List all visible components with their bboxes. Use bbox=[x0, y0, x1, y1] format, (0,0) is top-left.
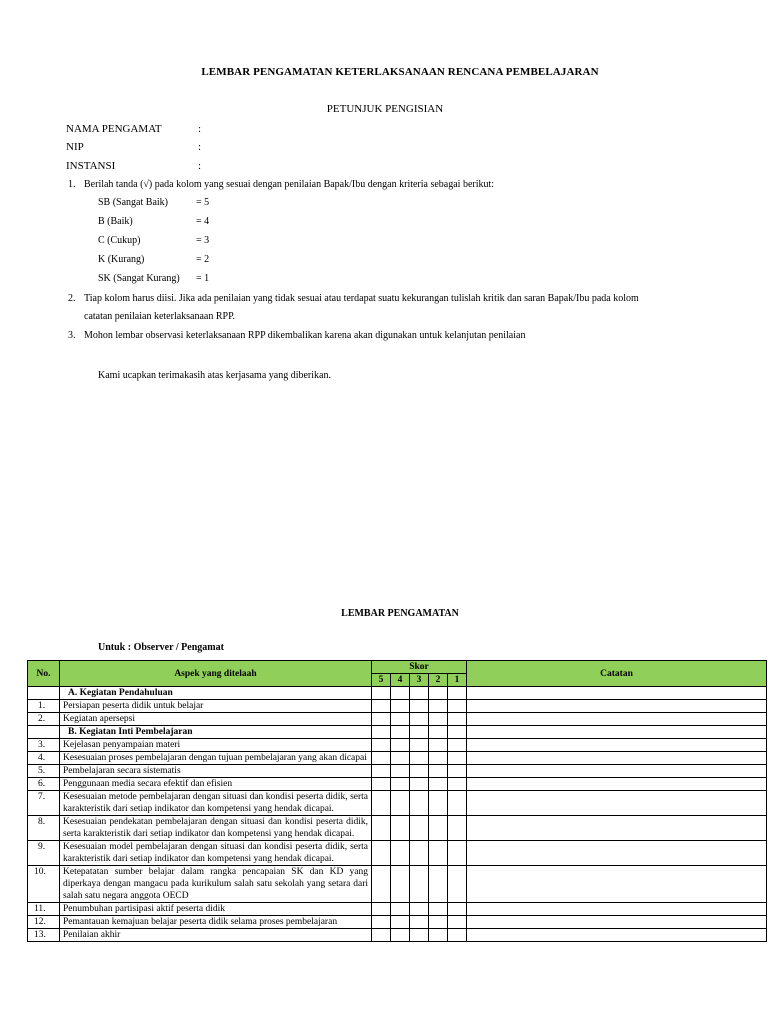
notes-cell[interactable] bbox=[467, 866, 767, 903]
criteria-label: B (Baik) bbox=[98, 216, 133, 227]
row-number: 12. bbox=[28, 916, 60, 929]
score-cell-3[interactable] bbox=[410, 739, 429, 752]
table-row bbox=[28, 816, 767, 841]
score-cell-2[interactable] bbox=[429, 791, 448, 816]
table-row bbox=[28, 752, 767, 765]
notes-cell[interactable] bbox=[467, 700, 767, 713]
field-label: NIP bbox=[66, 141, 84, 153]
score-cell-4[interactable] bbox=[391, 739, 410, 752]
score-cell-4[interactable] bbox=[391, 866, 410, 903]
row-number: 9. bbox=[28, 841, 60, 866]
instruction-number: 1. bbox=[68, 179, 76, 190]
instruction-number: 3. bbox=[68, 330, 76, 341]
row-aspect: Kejelasan penyampaian materi bbox=[60, 739, 372, 752]
score-cell-1[interactable] bbox=[448, 791, 467, 816]
row-number: 1. bbox=[28, 700, 60, 713]
score-cell-1[interactable] bbox=[448, 866, 467, 903]
row-number: 6. bbox=[28, 778, 60, 791]
instruction-item-3: Mohon lembar observasi keterlaksanaan RPP dikembalikan karena akan digunakan untuk kelanjutan penilaian bbox=[84, 330, 526, 341]
score-cell-3[interactable] bbox=[410, 765, 429, 778]
score-cell-3[interactable] bbox=[410, 866, 429, 903]
row-aspect: Penggunaan media secara efektif dan efisien bbox=[60, 778, 372, 791]
header-skor: Skor bbox=[372, 661, 467, 674]
score-cell-4[interactable] bbox=[391, 816, 410, 841]
table-row bbox=[28, 700, 767, 713]
criteria-label: SK (Sangat Kurang) bbox=[98, 273, 180, 284]
row-number: 11. bbox=[28, 903, 60, 916]
criteria-label: K (Kurang) bbox=[98, 254, 145, 265]
score-cell-5[interactable] bbox=[372, 700, 391, 713]
section-title: A. Kegiatan Pendahuluan bbox=[60, 687, 372, 700]
score-cell-1[interactable] bbox=[448, 713, 467, 726]
table-row bbox=[28, 791, 767, 816]
score-cell-5[interactable] bbox=[372, 916, 391, 929]
row-aspect: Penilaian akhir bbox=[60, 929, 372, 942]
score-cell-4[interactable] bbox=[391, 916, 410, 929]
table-row bbox=[28, 866, 767, 903]
score-cell-4[interactable] bbox=[391, 765, 410, 778]
sheet-audience: Untuk : Observer / Pengamat bbox=[98, 642, 224, 653]
score-cell-1[interactable] bbox=[448, 778, 467, 791]
row-number: 8. bbox=[28, 816, 60, 841]
score-cell-1[interactable] bbox=[448, 929, 467, 942]
notes-cell[interactable] bbox=[467, 791, 767, 816]
score-cell-4[interactable] bbox=[391, 752, 410, 765]
score-cell-1[interactable] bbox=[448, 765, 467, 778]
table-row bbox=[28, 778, 767, 791]
score-cell-3[interactable] bbox=[410, 752, 429, 765]
score-header: 2 bbox=[429, 674, 448, 687]
score-cell-1[interactable] bbox=[448, 916, 467, 929]
score-cell-2[interactable] bbox=[429, 903, 448, 916]
score-cell-5[interactable] bbox=[372, 929, 391, 942]
criteria-row bbox=[98, 196, 209, 210]
field-label: NAMA PENGAMAT bbox=[66, 123, 162, 135]
header-no: No. bbox=[28, 661, 60, 687]
score-cell-5[interactable] bbox=[372, 739, 391, 752]
criteria-value: = 1 bbox=[196, 273, 210, 284]
score-cell-2[interactable] bbox=[429, 713, 448, 726]
criteria-value: = 2 bbox=[196, 254, 210, 265]
criteria-value: = 4 bbox=[196, 216, 210, 227]
sheet-title: LEMBAR PENGAMATAN bbox=[341, 608, 459, 619]
criteria-row bbox=[98, 234, 209, 248]
score-cell-2[interactable] bbox=[429, 866, 448, 903]
score-cell-5[interactable] bbox=[372, 816, 391, 841]
score-cell-4[interactable] bbox=[391, 700, 410, 713]
field-nama-pengamat[interactable] bbox=[66, 122, 201, 136]
score-cell-3[interactable] bbox=[410, 778, 429, 791]
instruction-number: 2. bbox=[68, 293, 76, 304]
row-aspect: Kesesuaian proses pembelajaran dengan tujuan pembelajaran yang akan dicapai bbox=[60, 752, 372, 765]
score-header: 4 bbox=[391, 674, 410, 687]
field-label: INSTANSI bbox=[66, 160, 116, 172]
score-cell-5[interactable] bbox=[372, 752, 391, 765]
criteria-row bbox=[98, 215, 209, 229]
score-cell-5[interactable] bbox=[372, 778, 391, 791]
score-cell-1[interactable] bbox=[448, 816, 467, 841]
score-cell-2[interactable] bbox=[429, 700, 448, 713]
score-cell-5[interactable] bbox=[372, 713, 391, 726]
notes-cell[interactable] bbox=[467, 713, 767, 726]
score-cell-1[interactable] bbox=[448, 752, 467, 765]
row-aspect: Penumbuhan partisipasi aktif peserta didik bbox=[60, 903, 372, 916]
notes-cell[interactable] bbox=[467, 778, 767, 791]
score-cell-1[interactable] bbox=[448, 700, 467, 713]
row-aspect: Kesesuaian metode pembelajaran dengan situasi dan kondisi peserta didik, serta karakteristik dari setiap indikator dan kompetensi yang hendak dicapai. bbox=[60, 791, 372, 816]
score-cell-3[interactable] bbox=[410, 903, 429, 916]
score-cell-2[interactable] bbox=[429, 739, 448, 752]
instruction-item-1: Berilah tanda (√) pada kolom yang sesuai dengan penilaian Bapak/Ibu dengan kriteria sebagai berikut: bbox=[84, 179, 495, 190]
score-cell-5[interactable] bbox=[372, 903, 391, 916]
table-row bbox=[28, 916, 767, 929]
score-cell-4[interactable] bbox=[391, 929, 410, 942]
row-number: 5. bbox=[28, 765, 60, 778]
row-aspect: Persiapan peserta didik untuk belajar bbox=[60, 700, 372, 713]
row-aspect: Kesesuaian pendekatan pembelajaran dengan situasi dan kondisi peserta didik, serta karakteristik dari setiap indikator dan kompetensi yang hendak dicapai. bbox=[60, 816, 372, 841]
score-cell-3[interactable] bbox=[410, 791, 429, 816]
instruction-item-2-continued: catatan penilaian keterlaksanaan RPP. bbox=[84, 311, 236, 322]
score-cell-4[interactable] bbox=[391, 903, 410, 916]
row-number: 3. bbox=[28, 739, 60, 752]
notes-cell[interactable] bbox=[467, 752, 767, 765]
table-row bbox=[28, 739, 767, 752]
row-aspect: Kesesuaian model pembelajaran dengan situasi dan kondisi peserta didik, serta karakteristik dari setiap indikator dan kompetensi yang hendak dicapai. bbox=[60, 841, 372, 866]
document-subtitle: PETUNJUK PENGISIAN bbox=[326, 103, 444, 115]
notes-cell[interactable] bbox=[467, 816, 767, 841]
score-cell-4[interactable] bbox=[391, 841, 410, 866]
score-cell-3[interactable] bbox=[410, 841, 429, 866]
score-header: 1 bbox=[448, 674, 467, 687]
score-cell-3[interactable] bbox=[410, 929, 429, 942]
observation-table bbox=[27, 660, 767, 942]
score-cell-2[interactable] bbox=[429, 778, 448, 791]
notes-cell[interactable] bbox=[467, 929, 767, 942]
score-cell-5[interactable] bbox=[372, 765, 391, 778]
row-aspect: Pembelajaran secara sistematis bbox=[60, 765, 372, 778]
score-cell-4[interactable] bbox=[391, 778, 410, 791]
criteria-label: C (Cukup) bbox=[98, 235, 141, 246]
field-separator: : bbox=[198, 160, 202, 172]
row-number: 2. bbox=[28, 713, 60, 726]
table-row bbox=[28, 713, 767, 726]
row-aspect: Kegiatan apersepsi bbox=[60, 713, 372, 726]
score-cell-2[interactable] bbox=[429, 752, 448, 765]
score-cell-5[interactable] bbox=[372, 791, 391, 816]
criteria-row bbox=[98, 272, 209, 286]
section-row bbox=[28, 726, 767, 739]
score-cell-5[interactable] bbox=[372, 841, 391, 866]
table-row bbox=[28, 841, 767, 866]
notes-cell[interactable] bbox=[467, 739, 767, 752]
field-nip[interactable] bbox=[66, 140, 201, 154]
notes-cell[interactable] bbox=[467, 765, 767, 778]
score-cell-1[interactable] bbox=[448, 903, 467, 916]
document-title: LEMBAR PENGAMATAN KETERLAKSANAAN RENCANA PEMBELAJARAN bbox=[201, 66, 599, 78]
row-number: 10. bbox=[28, 866, 60, 903]
thanks-note: Kami ucapkan terimakasih atas kerjasama yang diberikan. bbox=[98, 370, 331, 381]
row-number: 4. bbox=[28, 752, 60, 765]
header-aspek: Aspek yang ditelaah bbox=[60, 661, 372, 687]
row-number: 7. bbox=[28, 791, 60, 816]
criteria-value: = 3 bbox=[196, 235, 210, 246]
row-aspect: Pemantauan kemajuan belajar peserta didik selama proses pembelajaran bbox=[60, 916, 372, 929]
section-row bbox=[28, 687, 767, 700]
score-cell-4[interactable] bbox=[391, 713, 410, 726]
table-row bbox=[28, 903, 767, 916]
score-cell-3[interactable] bbox=[410, 700, 429, 713]
score-header: 5 bbox=[372, 674, 391, 687]
score-cell-5[interactable] bbox=[372, 866, 391, 903]
section-title: B. Kegiatan Inti Pembelajaran bbox=[60, 726, 372, 739]
notes-cell[interactable] bbox=[467, 916, 767, 929]
table-row bbox=[28, 929, 767, 942]
criteria-value: = 5 bbox=[196, 197, 210, 208]
criteria-label: SB (Sangat Baik) bbox=[98, 197, 168, 208]
score-header: 3 bbox=[410, 674, 429, 687]
notes-cell[interactable] bbox=[467, 903, 767, 916]
criteria-row bbox=[98, 253, 209, 267]
score-cell-2[interactable] bbox=[429, 916, 448, 929]
score-cell-3[interactable] bbox=[410, 916, 429, 929]
score-cell-2[interactable] bbox=[429, 816, 448, 841]
notes-cell[interactable] bbox=[467, 841, 767, 866]
field-separator: : bbox=[198, 141, 202, 153]
instruction-item-2: Tiap kolom harus diisi. Jika ada penilaian yang tidak sesuai atau terdapat suatu kekurangan tulislah kritik dan saran Bapak/Ibu pada kolom bbox=[84, 293, 639, 304]
header-catatan: Catatan bbox=[467, 661, 767, 687]
score-cell-1[interactable] bbox=[448, 739, 467, 752]
score-cell-4[interactable] bbox=[391, 791, 410, 816]
score-cell-2[interactable] bbox=[429, 765, 448, 778]
score-cell-3[interactable] bbox=[410, 713, 429, 726]
table-row bbox=[28, 765, 767, 778]
row-aspect: Ketepatatan sumber belajar dalam rangka pencapaian SK dan KD yang diperkaya dengan mangacu pada kurikulum salah satu sekolah yang setara dari salah satu negara anggota OECD bbox=[60, 866, 372, 903]
row-number: 13. bbox=[28, 929, 60, 942]
score-cell-2[interactable] bbox=[429, 929, 448, 942]
field-separator: : bbox=[198, 123, 202, 135]
score-cell-3[interactable] bbox=[410, 816, 429, 841]
field-instansi[interactable] bbox=[66, 159, 201, 173]
score-cell-2[interactable] bbox=[429, 841, 448, 866]
score-cell-1[interactable] bbox=[448, 841, 467, 866]
